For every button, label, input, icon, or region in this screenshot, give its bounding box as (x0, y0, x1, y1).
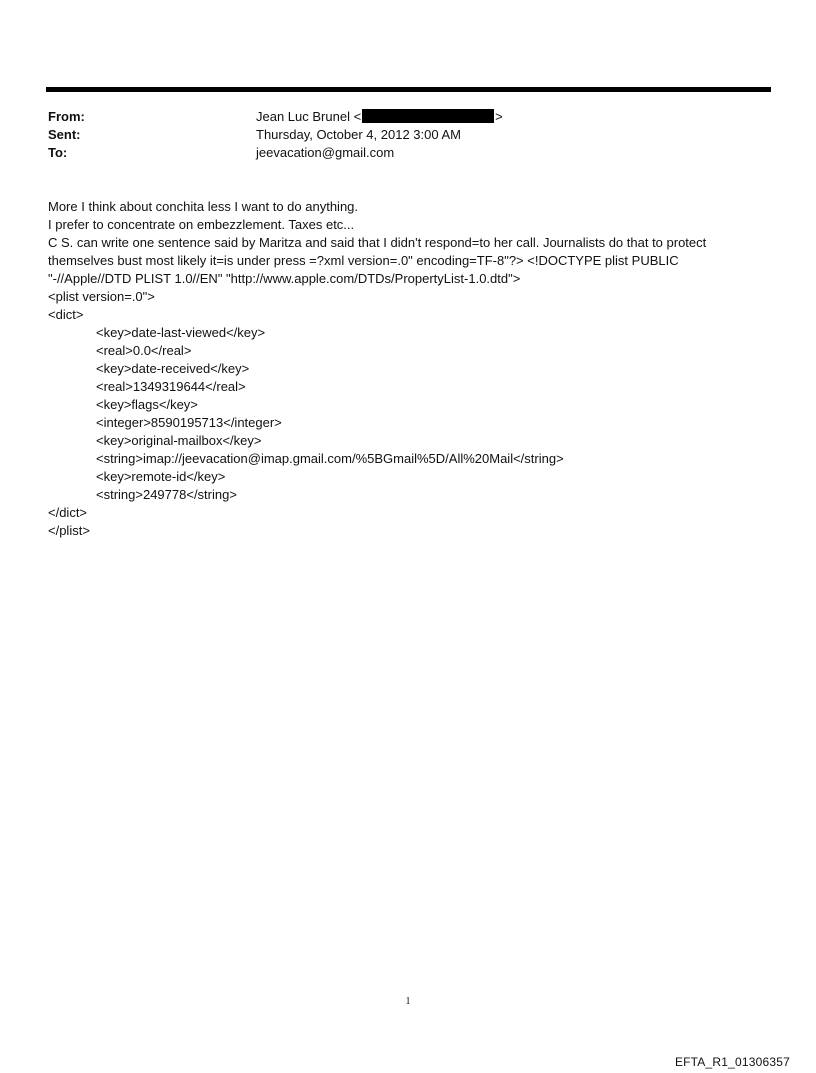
to-value: jeevacation@gmail.com (256, 145, 395, 160)
redaction-box (362, 109, 494, 123)
from-row (48, 108, 768, 126)
body-line-3: C S. can write one sentence said by Maritza and said that I didn't respond=to her call. Journalists do that to protect themselves bust most likely it=is under press =?xml version=.0" encoding=TF-8"?> <!DOCTYPE plist PUBLIC "-//Apple//DTD PLIST 1.0//EN" "http://www.apple.com/DTDs/PropertyList-1.0.dtd"> (48, 235, 707, 286)
from-label: From: (48, 109, 85, 124)
dict-line: <string>249778</string> (96, 487, 237, 502)
sent-row (48, 126, 768, 144)
page-number: 1 (405, 996, 411, 1007)
from-name: Jean Luc Brunel < (256, 109, 362, 124)
header-divider (46, 87, 771, 92)
dict-line: <real>0.0</real> (96, 343, 192, 358)
from-value (256, 108, 503, 126)
body-line-1: More I think about conchita less I want to do anything. (48, 199, 359, 214)
sent-label: Sent: (48, 127, 81, 142)
dict-line: <integer>8590195713</integer> (96, 415, 282, 430)
dict-line: <key>date-last-viewed</key> (96, 325, 266, 340)
plist-open-line: <plist version=.0"> (48, 289, 155, 304)
dict-line: <string>imap://jeevacation@imap.gmail.com/%5BGmail%5D/All%20Mail</string> (96, 451, 564, 466)
to-row (48, 144, 768, 162)
sent-value: Thursday, October 4, 2012 3:00 AM (256, 127, 461, 142)
dict-line: <key>remote-id</key> (96, 469, 226, 484)
dict-open-line: <dict> (48, 307, 84, 322)
dict-line: <real>1349319644</real> (96, 379, 246, 394)
email-header (48, 108, 768, 162)
to-label: To: (48, 145, 68, 160)
dict-line: <key>date-received</key> (96, 361, 250, 376)
dict-line: <key>flags</key> (96, 397, 198, 412)
body-line-2: I prefer to concentrate on embezzlement. Taxes etc... (48, 217, 355, 232)
dict-line: <key>original-mailbox</key> (96, 433, 262, 448)
plist-close-line: </plist> (48, 523, 90, 538)
email-body (48, 198, 748, 540)
from-close: > (495, 109, 503, 124)
document-id: EFTA_R1_01306357 (674, 1055, 790, 1069)
dict-close-line: </dict> (48, 505, 88, 520)
